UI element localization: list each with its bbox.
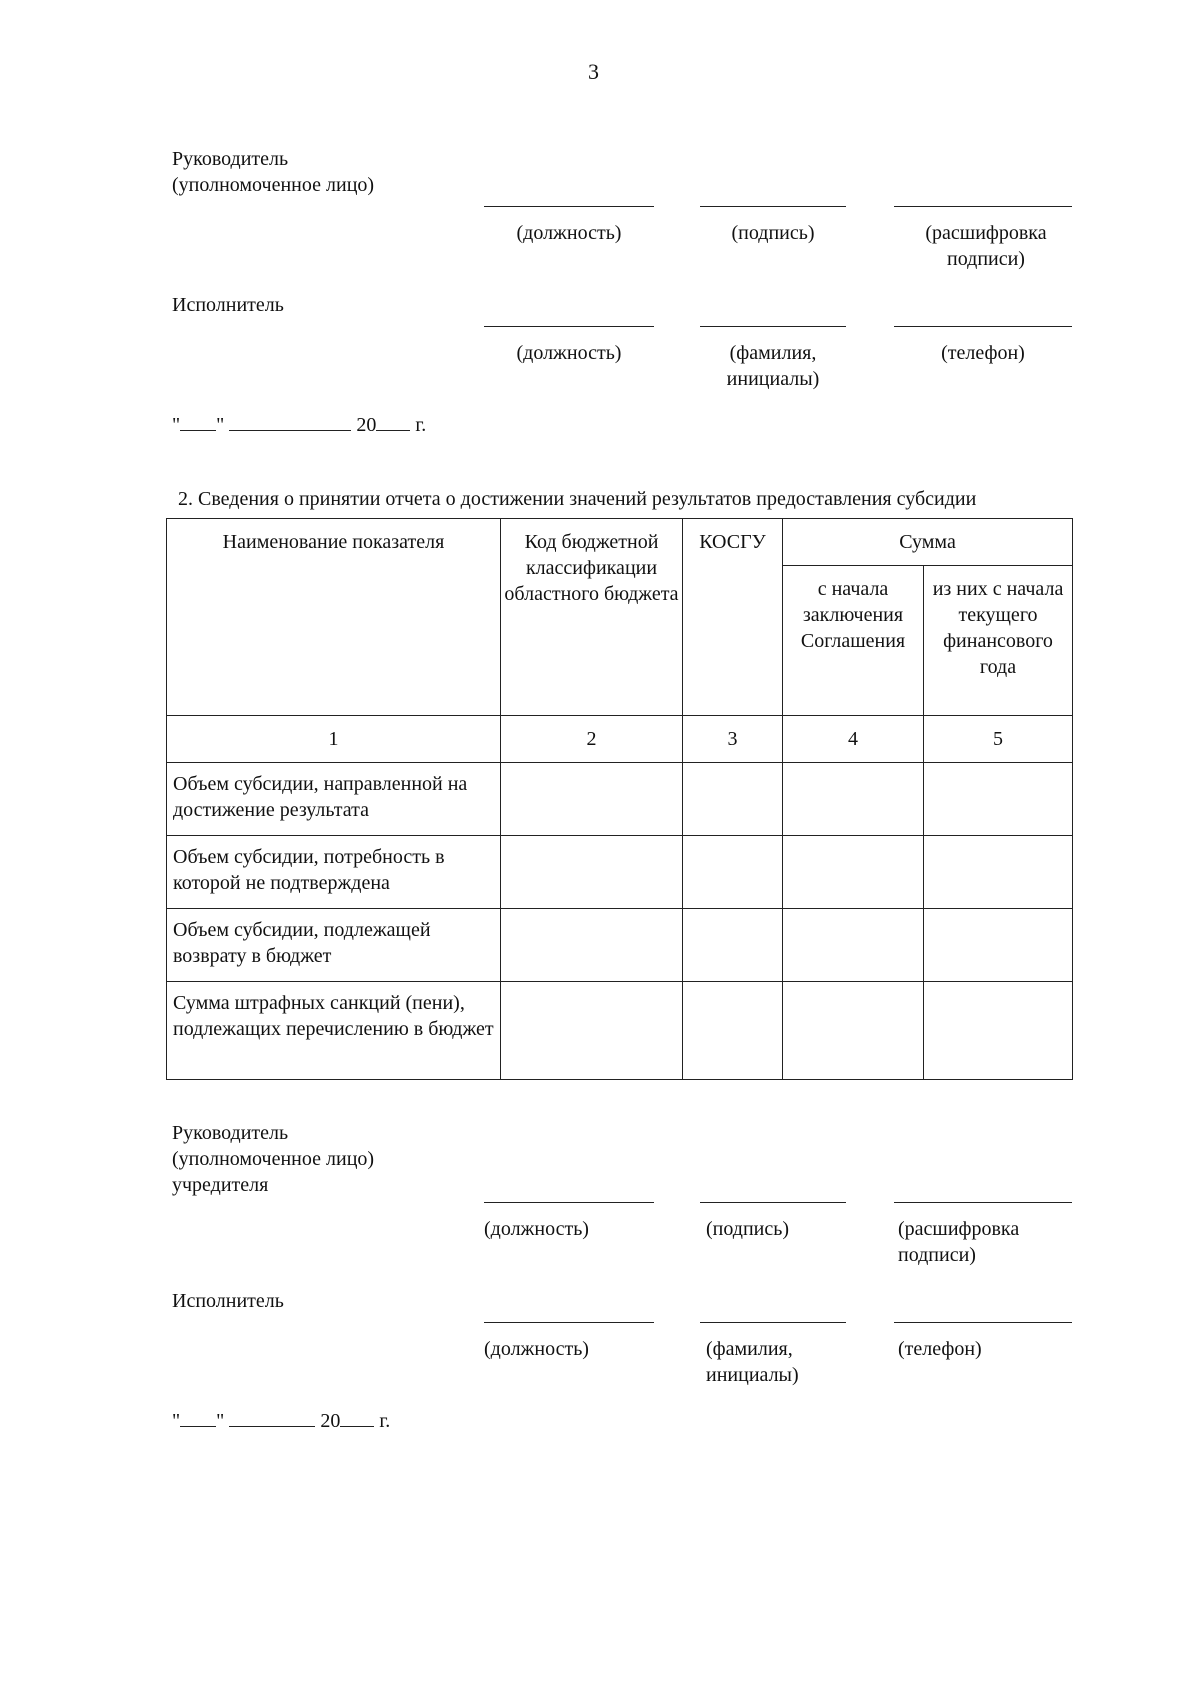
row-label-penalties: Сумма штрафных санкций (пени), подлежащих перечислению в бюджет	[167, 982, 501, 1080]
year-blank	[376, 413, 410, 431]
founder-executor-name-line	[700, 1322, 846, 1323]
founder-date-line	[172, 1408, 390, 1434]
founder-date-quote-close: "	[216, 1410, 225, 1432]
section-2-title: 2. Сведения о принятии отчета о достижении значений результатов предоставления субсидии	[178, 488, 977, 510]
table-cell[interactable]	[783, 909, 924, 982]
founder-signature-caption: (подпись)	[706, 1218, 790, 1240]
position-caption: (должность)	[516, 222, 622, 244]
table-cell[interactable]	[924, 909, 1073, 982]
column-number-5: 5	[924, 716, 1073, 763]
row-label-subsidy-refund: Объем субсидии, подлежащей возврату в бюджет	[167, 909, 501, 982]
founder-month-blank	[229, 1409, 315, 1427]
founder-signature-line	[700, 1202, 846, 1203]
column-number-1: 1	[167, 716, 501, 763]
executor-position-caption: (должность)	[516, 342, 622, 364]
header-since-agreement: с начала заключения Соглашения	[783, 566, 924, 716]
table-cell[interactable]	[501, 763, 683, 836]
founder-year-blank	[340, 1409, 374, 1427]
header-since-year-start: из них с начала текущего финансового года	[924, 566, 1073, 716]
acceptance-table	[166, 518, 1073, 1080]
table-row	[167, 909, 1073, 982]
table-row	[167, 763, 1073, 836]
date-quote-open: "	[172, 414, 181, 436]
founder-head-label	[172, 1120, 374, 1198]
founder-executor-phone-line	[894, 1322, 1072, 1323]
table-cell[interactable]	[683, 763, 783, 836]
table-cell[interactable]	[501, 836, 683, 909]
founder-position-line	[484, 1202, 654, 1203]
executor-name-line	[700, 326, 846, 327]
table-cell[interactable]	[924, 836, 1073, 909]
executor-phone-caption: (телефон)	[941, 342, 1025, 364]
day-blank	[180, 413, 216, 431]
founder-executor-position-line	[484, 1322, 654, 1323]
row-label-subsidy-unconfirmed: Объем субсидии, потребность в которой не подтверждена	[167, 836, 501, 909]
executor-phone-line	[894, 326, 1072, 327]
signature-line	[700, 206, 846, 207]
table-cell[interactable]	[924, 763, 1073, 836]
head-label	[172, 146, 374, 198]
table-cell[interactable]	[683, 836, 783, 909]
month-blank	[229, 413, 351, 431]
table-cell[interactable]	[783, 982, 924, 1080]
table-row	[167, 982, 1073, 1080]
header-kosgu: КОСГУ	[683, 519, 783, 716]
founder-executor-name-caption: (фамилия, инициалы)	[706, 1338, 799, 1386]
founder-position-caption: (должность)	[484, 1218, 589, 1240]
table-cell[interactable]	[924, 982, 1073, 1080]
founder-head-label-line-3: учредителя	[172, 1174, 269, 1196]
founder-executor-label: Исполнитель	[172, 1290, 284, 1312]
signature-decoding-caption: (расшифровка подписи)	[925, 222, 1047, 270]
header-indicator-name: Наименование показателя	[167, 519, 501, 716]
signature-decoding-line	[894, 206, 1072, 207]
founder-date-quote-open: "	[172, 1410, 181, 1432]
page-number: 3	[588, 59, 599, 84]
date-year-suffix: г.	[415, 414, 427, 436]
position-signature-line	[484, 206, 654, 207]
header-budget-code: Код бюджетной классификации областного бюджета	[501, 519, 683, 716]
table-cell[interactable]	[501, 909, 683, 982]
row-label-subsidy-directed: Объем субсидии, направленной на достижение результата	[167, 763, 501, 836]
date-quote-close: "	[216, 414, 225, 436]
head-label-line-1: Руководитель	[172, 148, 289, 170]
table-cell[interactable]	[501, 982, 683, 1080]
signature-caption: (подпись)	[731, 222, 815, 244]
column-number-3: 3	[683, 716, 783, 763]
founder-date-year-prefix: 20	[320, 1410, 341, 1432]
table-cell[interactable]	[683, 909, 783, 982]
founder-signature-decoding-line	[894, 1202, 1072, 1203]
founder-executor-phone-caption: (телефон)	[898, 1338, 982, 1360]
header-sum: Сумма	[783, 519, 1073, 566]
column-numbers-row	[167, 716, 1073, 763]
table-row	[167, 836, 1073, 909]
executor-name-caption: (фамилия, инициалы)	[726, 342, 820, 390]
date-year-prefix: 20	[356, 414, 377, 436]
executor-position-line	[484, 326, 654, 327]
founder-signature-decoding-caption: (расшифровка подписи)	[898, 1218, 1020, 1266]
head-label-line-2: (уполномоченное лицо)	[172, 174, 375, 196]
date-line	[172, 412, 426, 438]
founder-head-label-line-1: Руководитель	[172, 1122, 289, 1144]
table-cell[interactable]	[783, 836, 924, 909]
column-number-2: 2	[501, 716, 683, 763]
column-number-4: 4	[783, 716, 924, 763]
table-cell[interactable]	[783, 763, 924, 836]
executor-label: Исполнитель	[172, 294, 284, 316]
founder-head-label-line-2: (уполномоченное лицо)	[172, 1148, 375, 1170]
founder-day-blank	[180, 1409, 216, 1427]
founder-executor-position-caption: (должность)	[484, 1338, 589, 1360]
founder-date-year-suffix: г.	[379, 1410, 391, 1432]
table-cell[interactable]	[683, 982, 783, 1080]
